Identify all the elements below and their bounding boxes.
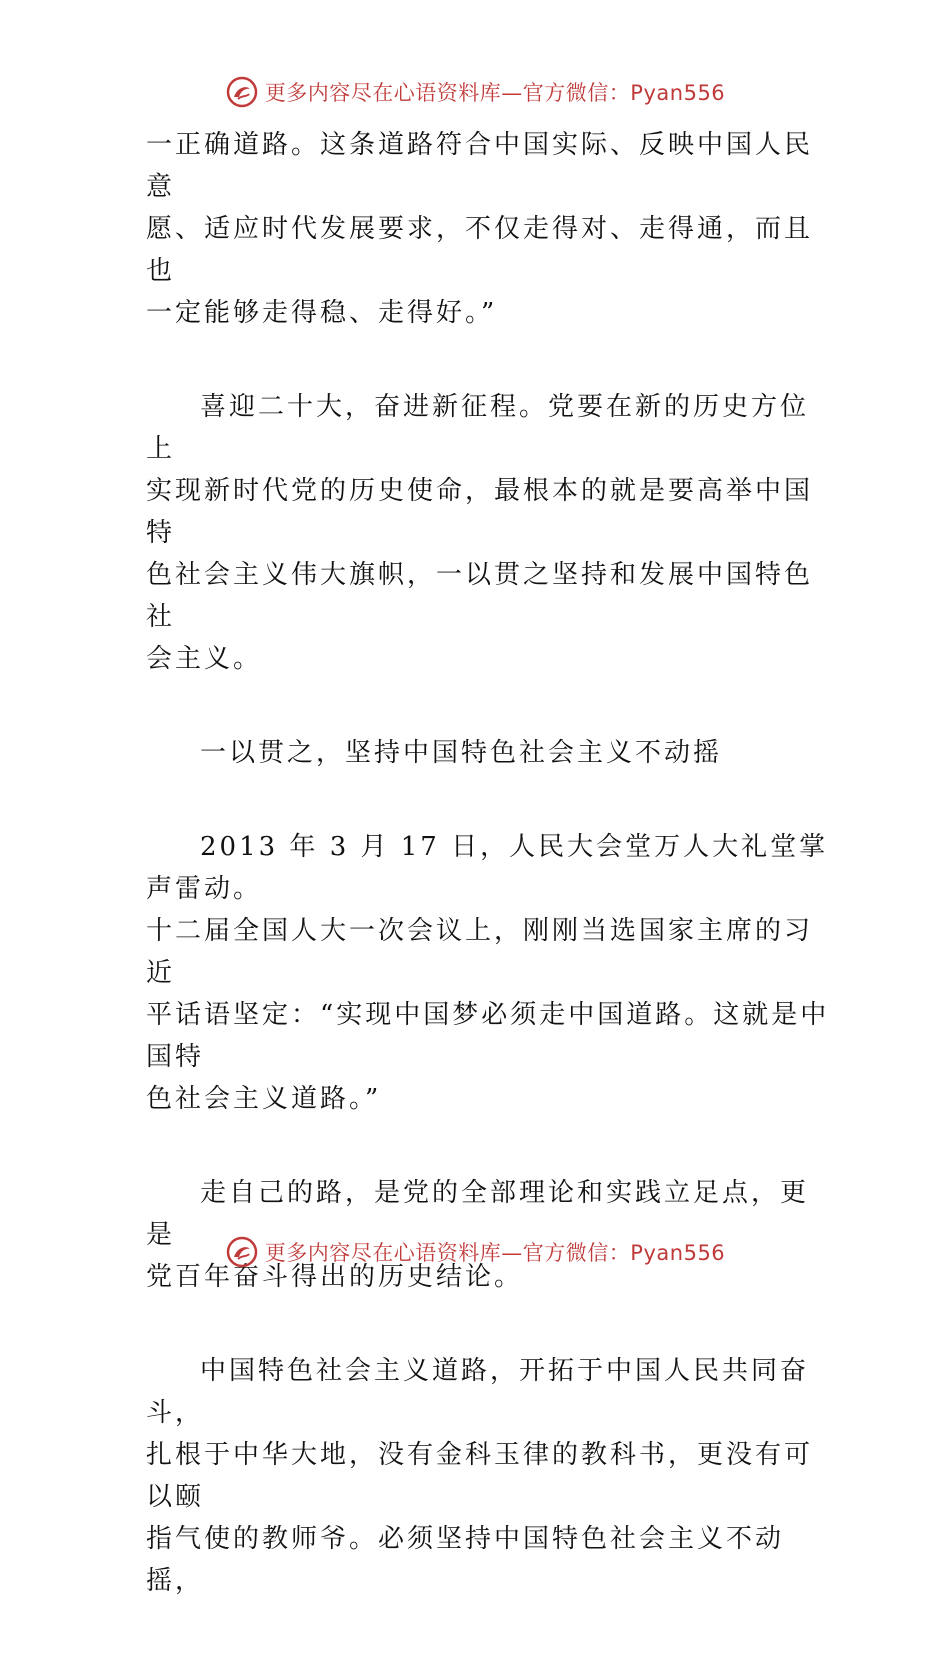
paragraph-5: 中国特色社会主义道路，开拓于中国人民共同奋斗， 扎根于中华大地，没有金科玉律的教科书，更没有可以颐 指气使的教师爷。必须坚持中国特色社会主义不动摇， (146, 1356, 814, 1596)
paragraph-4: 走自己的路，是党的全部理论和实践立足点，更是 党百年奋斗得出的历史结论。 (146, 1178, 810, 1292)
footer-banner (0, 1232, 950, 1272)
paragraph-2: 喜迎二十大，奋进新征程。党要在新的历史方位上 实现新时代党的历史使命，最根本的就是要高举中国特 色社会主义伟大旗帜，一以贯之坚持和发展中国特色社 会主义。 (146, 392, 814, 674)
header-text: 更多内容尽在心语资料库—官方微信：Pyan556 (264, 81, 726, 105)
paragraph-1: 一正确道路。这条道路符合中国实际、反映中国人民意 愿、适应时代发展要求，不仅走得对、走得通，而且也 一定能够走得稳、走得好。” (146, 130, 814, 328)
document-body (146, 124, 836, 1654)
footer-text: 更多内容尽在心语资料库—官方微信：Pyan556 (264, 1241, 726, 1265)
header-banner (0, 72, 950, 112)
paragraph-3: 2013 年 3 月 17 日，人民大会堂万人大礼堂掌声雷动。 十二届全国人大一次会议上，刚刚当选国家主席的习近 平话语坚定：“实现中国梦必须走中国道路。这就是中国特 色社会主义道路。” (146, 832, 830, 1114)
swirl-logo-icon (225, 75, 259, 109)
swirl-logo-icon (225, 1235, 259, 1269)
section-heading: 一以贯之，坚持中国特色社会主义不动摇 (200, 738, 723, 768)
